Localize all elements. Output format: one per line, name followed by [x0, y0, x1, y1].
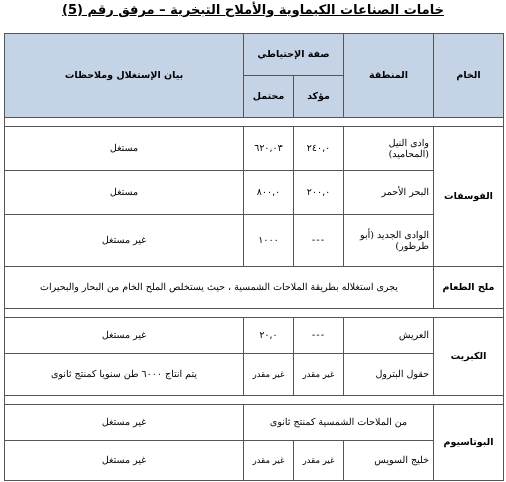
separator	[5, 118, 504, 127]
notes-cell: غير مستغل	[5, 215, 244, 267]
salt-label: ملح الطعام	[434, 267, 504, 309]
confirmed-cell: ٢٠٠,٠	[294, 171, 344, 215]
header-region: المنطقة	[344, 34, 434, 118]
notes-cell: غير مستغل	[5, 441, 244, 481]
header-row-1	[5, 34, 504, 76]
header-confirmed: مؤكد	[294, 76, 344, 118]
separator	[5, 309, 504, 318]
table-row	[5, 318, 504, 354]
phosphates-label: الفوسفات	[434, 127, 504, 267]
potassium-label: البوتاسيوم	[434, 405, 504, 481]
probable-cell: غير مقدر	[244, 354, 294, 396]
notes-cell: يتم انتاج ٦٠٠٠ طن سنويا كمنتج ثانوى	[5, 354, 244, 396]
table-row	[5, 215, 504, 267]
notes-cell: مستغل	[5, 127, 244, 171]
header-raw: الخام	[434, 34, 504, 118]
title-text: خامات الصناعات الكيماوية والأملاح التبخرية – مرفق رقم (5)	[62, 3, 444, 18]
probable-cell: غير مقدر	[244, 441, 294, 481]
table-row	[5, 441, 504, 481]
separator	[5, 396, 504, 405]
region-cell: الوادى الجديد (أبو طرطور)	[344, 215, 434, 267]
confirmed-cell: ---	[294, 318, 344, 354]
table-row	[5, 127, 504, 171]
region-cell: خليج السويس	[344, 441, 434, 481]
notes-cell: مستغل	[5, 171, 244, 215]
region-cell: وادى النيل (المحاميد)	[344, 127, 434, 171]
confirmed-cell: غير مقدر	[294, 441, 344, 481]
table-row	[5, 354, 504, 396]
region-cell: حقول البترول	[344, 354, 434, 396]
notes-cell: غير مستغل	[5, 318, 244, 354]
header-probable: محتمل	[244, 76, 294, 118]
confirmed-cell: ---	[294, 215, 344, 267]
table-row	[5, 171, 504, 215]
header-reserve: صفة الإحتياطي	[244, 34, 344, 76]
table-row	[5, 267, 504, 309]
minerals-table	[4, 33, 504, 481]
region-cell: البحر الأحمر	[344, 171, 434, 215]
region-cell: العريش	[344, 318, 434, 354]
probable-cell: ٢٠,٠	[244, 318, 294, 354]
notes-cell: غير مستغل	[5, 405, 244, 441]
header-notes: بيان الإستغلال وملاحظات	[5, 34, 244, 118]
probable-cell: ١٠٠٠	[244, 215, 294, 267]
page-title	[0, 3, 506, 18]
table-row	[5, 405, 504, 441]
salt-notes: يجرى استغلاله بطريقة الملاحات الشمسية ، حيث يستخلص الملح الخام من البحار والبحيرات	[5, 267, 434, 309]
probable-cell: ٨٠٠,٠	[244, 171, 294, 215]
probable-cell: ٦٢٠,٠٣	[244, 127, 294, 171]
region-cell: من الملاحات الشمسية كمنتج ثانوى	[244, 405, 434, 441]
sulfur-label: الكبريت	[434, 318, 504, 396]
confirmed-cell: ٢٤٠,٠	[294, 127, 344, 171]
confirmed-cell: غير مقدر	[294, 354, 344, 396]
